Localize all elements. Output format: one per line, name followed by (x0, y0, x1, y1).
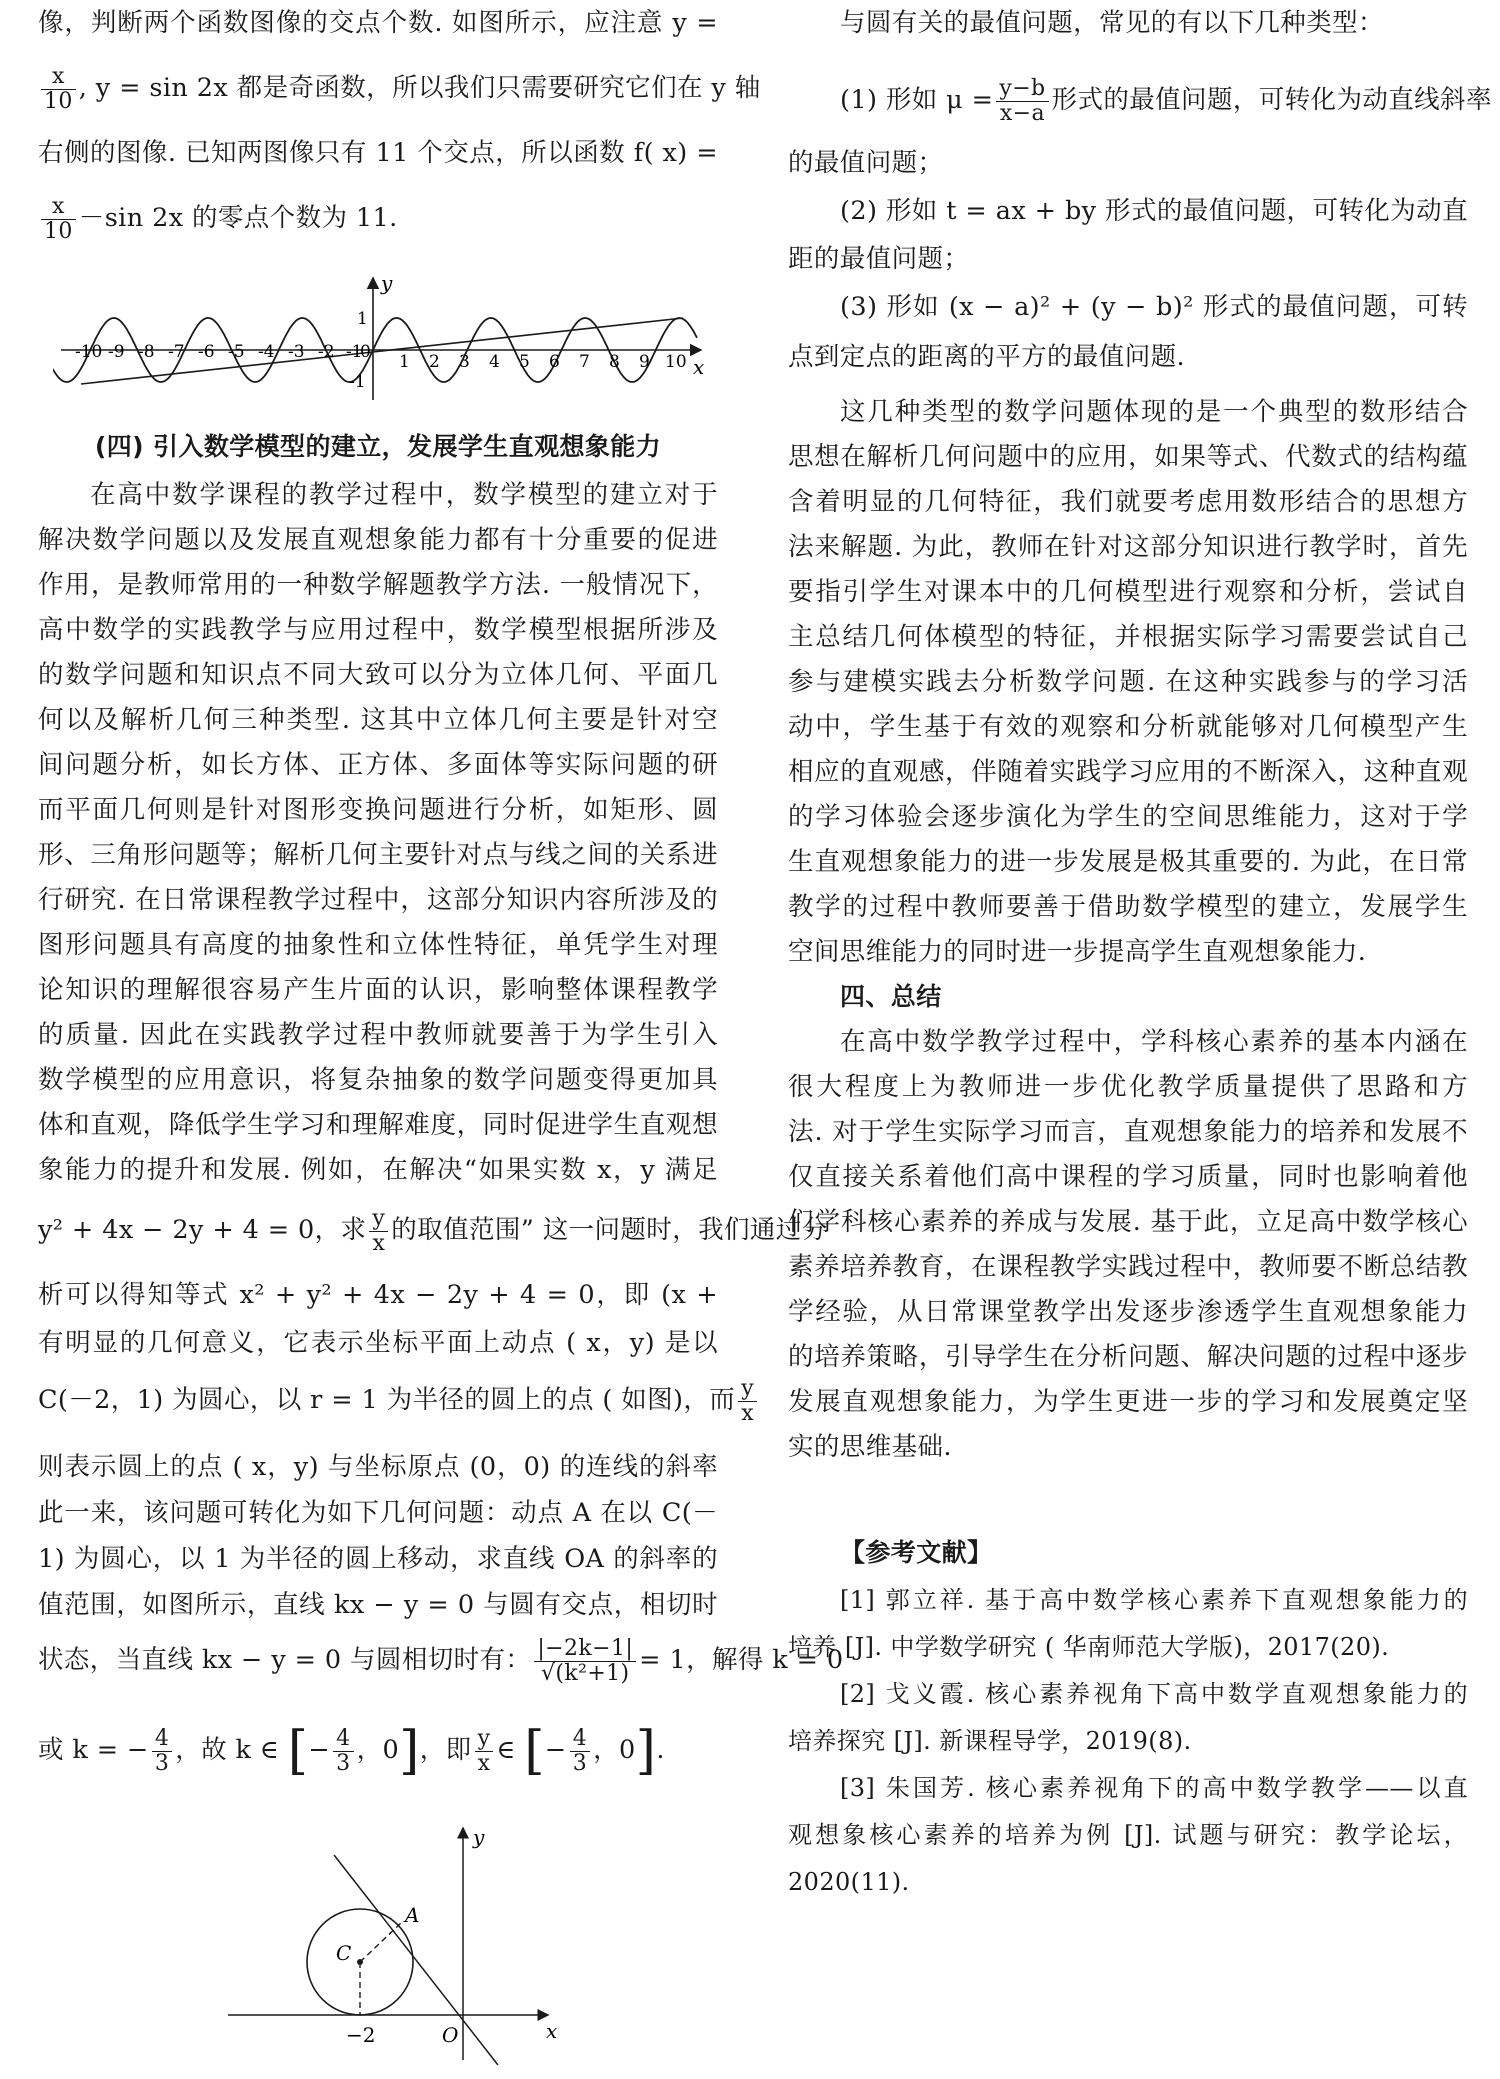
text-line: 像，判断两个函数图像的交点个数. 如图所示，应注意 y = (38, 8, 718, 38)
text-line: 何以及解析几何三种类型. 这其中立体几何主要是针对空 (38, 705, 718, 735)
x-tick-label: 9 (639, 352, 650, 372)
text-line: 析可以得知等式 x² + y² + 4x − 2y + 4 = 0，即 (x + (38, 1280, 718, 1310)
references-title: 【参考文献】 (840, 1538, 993, 1567)
text-line: y² + 4x − 2y + 4 = 0，求 $\frac{y}{x}$ 的取值范围” 这一问题时，我们通过分 (38, 1205, 828, 1256)
text-line: 形、三角形问题等；解析几何主要针对点与线之间的关系进 (38, 840, 718, 870)
text-line: 右侧的图像. 已知两图像只有 11 个交点，所以函数 f( x) = (38, 138, 718, 168)
left-bracket: [ (287, 1721, 309, 1781)
text-line: 动中，学生基于有效的观察和分析就能够对几何模型产生 (788, 712, 1468, 742)
x-tick-labels-positive (399, 352, 687, 372)
text-line: 象能力的提升和发展. 例如，在解决“如果实数 x，y 满足 (38, 1155, 718, 1185)
text-line: 数学模型的应用意识，将复杂抽象的数学问题变得更加具 (38, 1065, 718, 1095)
x-tick-label: -10 (75, 342, 103, 362)
x-tick-label: -5 (228, 342, 245, 362)
text-line: 解决数学问题以及发展直观想象能力都有十分重要的促进 (38, 525, 718, 555)
text-line: 或 k = − $\frac{4}{3}$ ，故 k ∈ [− $\frac{4}{3}$ ，0]，即 $\frac{y}{x}$ ∈ [− $\frac{4}{3}$ ，0]. (38, 1721, 665, 1781)
radius-ca (360, 1923, 401, 1962)
text-line: $\frac{x}{10}$ －sin 2x 的零点个数为 11. (38, 188, 718, 248)
x-tick-neg2: −2 (346, 2023, 376, 2047)
fraction-y-over-x: $\frac{y}{x}$ (369, 1207, 388, 1256)
reference-line: 培养探究 [J]. 新课程导学，2019(8). (788, 1727, 1192, 1755)
x-tick-label: 8 (609, 352, 620, 372)
text-line: 间问题分析，如长方体、正方体、多面体等实际问题的研 (38, 750, 718, 780)
text-line: 发展直观想象能力，为学生更进一步的学习和发展奠定坚 (788, 1387, 1468, 1417)
x-tick-label: 4 (489, 352, 500, 372)
text-line: 图形问题具有高度的抽象性和立体性特征，单凭学生对理 (38, 930, 718, 960)
text-line: 的数学问题和知识点不同大致可以分为立体几何、平面几 (38, 660, 718, 690)
x-tick-label: -7 (168, 342, 185, 362)
text-line: 高中数学的实践教学与应用过程中，数学模型根据所涉及 (38, 615, 718, 645)
text-line: 论知识的理解很容易产生片面的认识，影响整体课程教学 (38, 975, 718, 1005)
text-line: 在高中数学教学过程中，学科核心素养的基本内涵在 (840, 1027, 1468, 1057)
x-axis-label: x (546, 2019, 558, 2043)
text-line: 在高中数学课程的教学过程中，数学模型的建立对于 (90, 480, 718, 510)
text-line: 生直观想象能力的进一步发展是极其重要的. 为此，在日常 (788, 847, 1468, 877)
y-axis-label: y (381, 272, 393, 295)
x-tick-labels-negative (75, 342, 363, 362)
fraction-4-over-3: $\frac{4}{3}$ (152, 1727, 172, 1776)
reference-line: 观想象核心素养的培养为例 [J]. 试题与研究：教学论坛， (788, 1821, 1468, 1849)
text-line: 们学科核心素养的养成与发展. 基于此，立足高中数学核心 (788, 1207, 1468, 1237)
reference-line: [1] 郭立祥. 基于高中数学核心素养下直观想象能力的 (840, 1586, 1468, 1614)
fraction-4-over-3: $\frac{4}{3}$ (570, 1727, 590, 1776)
x-tick-label: -6 (198, 342, 215, 362)
text-line: 素养培养教育，在课程教学实践过程中，教师要不断总结教 (788, 1252, 1468, 1282)
text-line: 法来解题. 为此，教师在针对这部分知识进行教学时，首先 (788, 532, 1468, 562)
text-line: 距的最值问题； (788, 244, 970, 274)
x-tick-label: 2 (429, 352, 440, 372)
text-line: 含着明显的几何特征，我们就要考虑用数形结合的思想方 (788, 487, 1468, 517)
text-line: $\frac{x}{10}$ , y = sin 2x 都是奇函数，所以我们只需要研究它们在 y 轴 (38, 58, 718, 118)
left-bracket: [ (524, 1721, 545, 1781)
fraction-y-over-x: $\frac{y}{x}$ (475, 1727, 494, 1776)
text-line: 仅直接关系着他们高中课程的学习质量，同时也影响着他 (788, 1162, 1468, 1192)
text-line: 参与建模实践去分析数学问题. 在这种实践参与的学习活 (788, 667, 1468, 697)
origin-label: O (442, 2023, 459, 2047)
fraction-x-over-10: $\frac{x}{10}$ (41, 65, 76, 114)
reference-line: 2020(11). (788, 1868, 910, 1896)
center-dot (357, 1959, 363, 1965)
text-line: (3) 形如 (x − a)² + (y − b)² 形式的最值问题，可转 (840, 292, 1468, 322)
text-line: 与圆有关的最值问题，常见的有以下几种类型： (840, 8, 1384, 38)
text-line: 的学习体验会逐步演化为学生的空间思维能力，这对于学 (788, 802, 1468, 832)
text-line: 的培养策略，引导学生在分析问题、解决问题的过程中逐步 (788, 1342, 1468, 1372)
x-tick-label: -1 (346, 342, 363, 362)
text-line: 有明显的几何意义，它表示坐标平面上动点 ( x，y) 是以 (38, 1328, 718, 1358)
x-tick-origin: 0 (360, 342, 371, 362)
fraction-x-over-10: $\frac{x}{10}$ (41, 195, 76, 244)
text-line: 思想在解析几何问题中的应用，如果等式、代数式的结构蕴 (788, 442, 1468, 472)
x-tick-label: 1 (399, 352, 410, 372)
fraction-y-over-x: $\frac{y}{x}$ (738, 1377, 757, 1426)
sine-line-intersection-figure (53, 272, 713, 412)
text-line: (1) 形如 μ = $\frac{y-b}{x-a}$ 形式的最值问题，可转化为动直线斜率 (840, 75, 1492, 126)
point-a-label: A (405, 1903, 420, 1927)
right-bracket: ] (635, 1721, 657, 1781)
text-line: 体和直观，降低学生学习和理解难度，同时促进学生直观想 (38, 1110, 718, 1140)
text-line: 作用，是教师常用的一种数学解题教学方法. 一般情况下， (38, 570, 718, 600)
section-heading: (四) 引入数学模型的建立，发展学生直观想象能力 (94, 432, 662, 461)
text-line: 的最值问题； (788, 148, 944, 178)
text-line: 点到定点的距离的平方的最值问题. (788, 342, 1186, 372)
text-line: 而平面几何则是针对图形变换问题进行分析，如矩形、圆 (38, 795, 718, 825)
text-line: 值范围，如图所示，直线 kx − y = 0 与圆有交点，相切时 (38, 1590, 718, 1620)
text-line: C(－2，1) 为圆心，以 r = 1 为半径的圆上的点 ( 如图)，而 $\frac{y}{x}$ (38, 1370, 718, 1430)
text-line: 教学的过程中教师要善于借助数学模型的建立，发展学生 (788, 892, 1468, 922)
x-axis-label: x (693, 355, 705, 379)
reference-line: [3] 朱国芳. 核心素养视角下的高中数学教学——以直 (840, 1774, 1468, 1802)
text-line: 1) 为圆心，以 1 为半径的圆上移动，求直线 OA 的斜率的 (38, 1544, 718, 1574)
text-line: 这几种类型的数学问题体现的是一个典型的数形结合 (840, 397, 1468, 427)
text-line: 主总结几何体模型的特征，并根据实际学习需要尝试自己 (788, 622, 1468, 652)
right-bracket: ] (399, 1721, 420, 1781)
text-line: 相应的直观感，伴随着实践学习应用的不断深入，这种直观 (788, 757, 1468, 787)
text-line: 学经验，从日常课堂教学出发逐步渗透学生直观想象能力 (788, 1297, 1468, 1327)
text-line: 空间思维能力的同时进一步提高学生直观想象能力. (788, 937, 1367, 967)
x-tick-label: 5 (519, 352, 530, 372)
x-tick-label: -4 (258, 342, 275, 362)
text-line: (2) 形如 t = ax + by 形式的最值问题，可转化为动直 (840, 196, 1468, 226)
x-tick-label: 3 (459, 352, 470, 372)
text-line: 法. 对于学生实际学习而言，直观想象能力的培养和发展不 (788, 1117, 1468, 1147)
fraction-mu: $\frac{y-b}{x-a}$ (996, 77, 1048, 126)
point-c-label: C (336, 1941, 352, 1965)
text-line: 则表示圆上的点 ( x，y) 与坐标原点 (0，0) 的连线的斜率 (38, 1452, 718, 1482)
text-line: 行研究. 在日常课程教学过程中，这部分知识内容所涉及的 (38, 885, 718, 915)
x-tick-label: -2 (318, 342, 335, 362)
x-tick-label: 10 (665, 352, 687, 372)
reference-line: [2] 戈义霞. 核心素养视角下高中数学直观想象能力的 (840, 1680, 1468, 1708)
y-tick-minus-1: -1 (349, 372, 366, 392)
x-tick-label: 7 (579, 352, 590, 372)
x-tick-label: -9 (108, 342, 125, 362)
text-line: 要指引学生对课本中的几何模型进行观察和分析，尝试自 (788, 577, 1468, 607)
text-line: 此一来，该问题可转化为如下几何问题：动点 A 在以 C(－ (38, 1498, 718, 1528)
section-heading: 四、总结 (840, 982, 942, 1011)
y-axis-label: y (473, 1825, 485, 1849)
fraction-tangent-condition: $\frac{|-2k-1|}{\text{√(k²+1)}}$ (534, 1637, 636, 1686)
text-line: 的质量. 因此在实践教学过程中教师就要善于为学生引入 (38, 1020, 718, 1050)
circle-tangent-figure (208, 1820, 568, 2070)
text-line: 实的思维基础. (788, 1432, 952, 1462)
text-line: 状态，当直线 kx − y = 0 与圆相切时有： $\frac{|-2k-1|}{\text{√(k²+1)}}$ = 1，解得 k = 0 (38, 1635, 844, 1686)
x-tick-label: 6 (549, 352, 560, 372)
reference-line: 培养 [J]. 中学数学研究 ( 华南师范大学版)，2017(20). (788, 1633, 1390, 1661)
text-line: 很大程度上为教师进一步优化教学质量提供了思路和方 (788, 1072, 1468, 1102)
y-tick-1: 1 (357, 309, 368, 329)
x-tick-label: -8 (138, 342, 155, 362)
fraction-4-over-3: $\frac{4}{3}$ (333, 1727, 353, 1776)
x-tick-label: -3 (288, 342, 305, 362)
